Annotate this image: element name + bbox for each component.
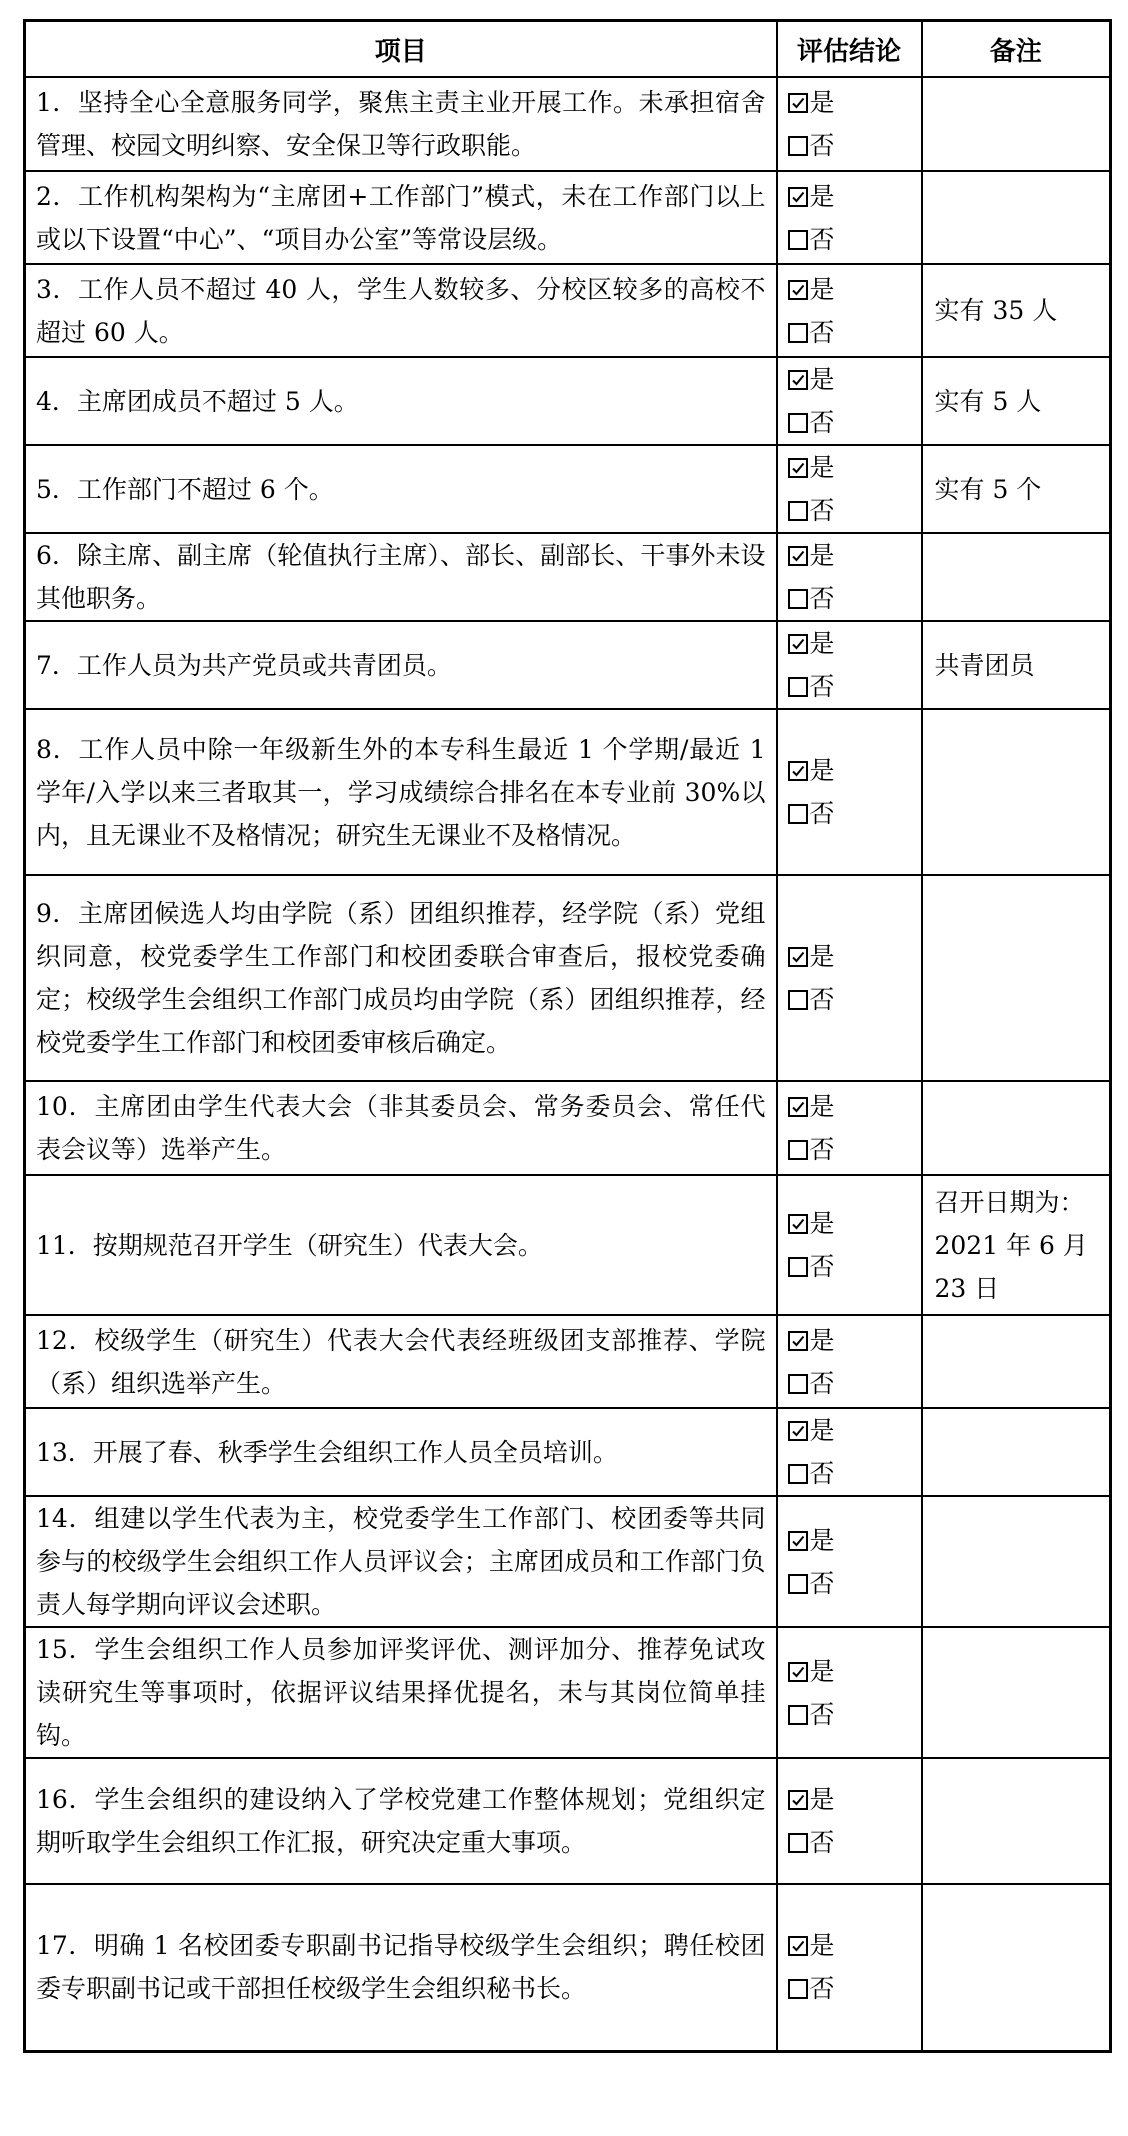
no-label: 否 — [809, 584, 835, 613]
no-label: 否 — [809, 1459, 835, 1488]
checked-box-icon[interactable] — [788, 458, 808, 478]
conclusion-cell — [777, 533, 922, 621]
no-option — [788, 218, 921, 261]
checked-box-icon[interactable] — [788, 1936, 808, 1956]
empty-checkbox-icon[interactable] — [788, 136, 808, 156]
note-cell — [922, 1081, 1111, 1175]
checked-box-icon[interactable] — [788, 1662, 808, 1682]
note-cell — [922, 1496, 1111, 1627]
conclusion-cell — [777, 709, 922, 875]
no-label: 否 — [809, 1135, 835, 1164]
item-text: 5．工作部门不超过 6 个。 — [36, 474, 334, 504]
note-cell — [922, 875, 1111, 1081]
item-cell — [25, 1315, 777, 1408]
yes-label: 是 — [809, 181, 835, 211]
item-cell — [25, 445, 777, 533]
checked-box-icon[interactable] — [788, 634, 808, 654]
checked-box-icon[interactable] — [788, 761, 808, 781]
yes-option — [788, 749, 921, 792]
yes-label: 是 — [809, 1656, 835, 1686]
note-cell — [922, 1315, 1111, 1408]
table-row — [25, 264, 1111, 357]
note-cell — [922, 533, 1111, 621]
conclusion-cell — [777, 77, 922, 171]
no-label: 否 — [809, 1699, 835, 1729]
yes-option — [788, 1202, 921, 1245]
checked-box-icon[interactable] — [788, 546, 808, 566]
yes-option — [788, 81, 921, 124]
item-text: 14．组建以学生代表为主，校党委学生工作部门、校团委等共同参与的校级学生会组织工作人员评议会；主席团成员和工作部门负责人每学期向评议会述职。 — [36, 1504, 766, 1619]
yes-option — [788, 446, 921, 489]
note-cell: 实有 5 人 — [922, 357, 1111, 445]
item-text: 4．主席团成员不超过 5 人。 — [36, 386, 359, 416]
empty-checkbox-icon[interactable] — [788, 1257, 808, 1277]
empty-checkbox-icon[interactable] — [788, 990, 808, 1010]
yes-label: 是 — [809, 1785, 835, 1814]
checked-box-icon[interactable] — [788, 1214, 808, 1234]
item-cell — [25, 77, 777, 171]
no-label: 否 — [809, 131, 835, 160]
item-text: 9．主席团候选人均由学院（系）团组织推荐，经学院（系）党组织同意，校党委学生工作部门和校团委联合审查后，报校党委确定；校级学生会组织工作部门成员均由学院（系）团组织推荐，经校党委学生工作部门和校团委审核后确定。 — [36, 899, 766, 1057]
yes-label: 是 — [809, 756, 835, 785]
no-label: 否 — [809, 799, 835, 828]
checked-box-icon[interactable] — [788, 187, 808, 207]
conclusion-cell — [777, 1627, 922, 1758]
item-text: 16．学生会组织的建设纳入了学校党建工作整体规划；党组织定期听取学生会组织工作汇报，研究决定重大事项。 — [36, 1785, 766, 1857]
item-cell — [25, 709, 777, 875]
item-cell — [25, 1496, 777, 1627]
note-cell — [922, 77, 1111, 171]
empty-checkbox-icon[interactable] — [788, 1140, 808, 1160]
yes-label: 是 — [809, 629, 835, 658]
empty-checkbox-icon[interactable] — [788, 1705, 808, 1725]
conclusion-cell — [777, 357, 922, 445]
item-cell — [25, 875, 777, 1081]
no-label: 否 — [809, 317, 835, 347]
no-option — [788, 1562, 921, 1605]
no-option — [788, 665, 921, 708]
header-conclusion: 评估结论 — [777, 21, 922, 78]
no-label: 否 — [809, 1828, 835, 1857]
no-option — [788, 1362, 921, 1405]
no-option — [788, 124, 921, 167]
conclusion-cell — [777, 621, 922, 709]
item-text: 1．坚持全心全意服务同学，聚焦主责主业开展工作。未承担宿舍管理、校园文明纠察、安全保卫等行政职能。 — [36, 88, 766, 160]
yes-option — [788, 1409, 921, 1452]
no-label: 否 — [809, 1368, 835, 1398]
note-cell: 召开日期为：2021 年 6 月 23 日 — [922, 1175, 1111, 1315]
header-item: 项目 — [25, 21, 777, 78]
table-row — [25, 621, 1111, 709]
yes-label: 是 — [809, 274, 835, 304]
yes-option — [788, 1319, 921, 1362]
item-cell — [25, 1758, 777, 1884]
conclusion-cell — [777, 875, 922, 1081]
no-option — [788, 1128, 921, 1171]
table-row — [25, 1496, 1111, 1627]
table-row — [25, 1758, 1111, 1884]
yes-label: 是 — [809, 365, 835, 394]
yes-option — [788, 935, 921, 978]
no-option — [788, 1693, 921, 1736]
empty-checkbox-icon[interactable] — [788, 589, 808, 609]
no-option — [788, 489, 921, 532]
no-label: 否 — [809, 1252, 835, 1281]
checked-box-icon[interactable] — [788, 947, 808, 967]
table-row — [25, 1175, 1111, 1315]
conclusion-cell — [777, 1758, 922, 1884]
yes-option — [788, 175, 921, 218]
item-text: 8．工作人员中除一年级新生外的本专科生最近 1 个学期/最近 1 学年/入学以来三者取其一，学习成绩综合排名在本专业前 30%以内，且无课业不及格情况；研究生无课业不及格情况。 — [36, 734, 766, 850]
no-label: 否 — [809, 224, 835, 254]
no-label: 否 — [809, 408, 835, 437]
item-cell — [25, 1081, 777, 1175]
item-cell — [25, 171, 777, 264]
note-cell — [922, 709, 1111, 875]
conclusion-cell — [777, 1408, 922, 1496]
conclusion-cell — [777, 1175, 922, 1315]
empty-checkbox-icon[interactable] — [788, 230, 808, 250]
note-cell — [922, 1758, 1111, 1884]
item-text: 2．工作机构架构为“主席团+工作部门”模式，未在工作部门以上或以下设置“中心”、“项目办公室”等常设层级。 — [36, 181, 766, 254]
yes-label: 是 — [809, 942, 835, 971]
table-row — [25, 1081, 1111, 1175]
no-option — [788, 311, 921, 354]
checked-box-icon[interactable] — [788, 280, 808, 300]
checked-box-icon[interactable] — [788, 1531, 808, 1551]
note-cell — [922, 171, 1111, 264]
note-cell — [922, 1408, 1111, 1496]
yes-label: 是 — [809, 1416, 835, 1445]
checked-box-icon[interactable] — [788, 370, 808, 390]
yes-option — [788, 1924, 921, 1967]
table-row — [25, 1408, 1111, 1496]
item-text: 13．开展了春、秋季学生会组织工作人员全员培训。 — [36, 1437, 618, 1467]
yes-option — [788, 1650, 921, 1693]
item-text: 10．主席团由学生代表大会（非其委员会、常务委员会、常任代表会议等）选举产生。 — [36, 1092, 766, 1164]
item-cell — [25, 1627, 777, 1758]
table-row — [25, 875, 1111, 1081]
yes-label: 是 — [809, 541, 835, 570]
no-label: 否 — [809, 1974, 835, 2004]
yes-label: 是 — [809, 1525, 835, 1555]
header-note: 备注 — [922, 21, 1111, 78]
table-row — [25, 357, 1111, 445]
note-cell — [922, 1884, 1111, 2051]
yes-option — [788, 268, 921, 311]
yes-label: 是 — [809, 1092, 835, 1121]
table-row — [25, 1884, 1111, 2051]
empty-checkbox-icon[interactable] — [788, 1833, 808, 1853]
yes-label: 是 — [809, 88, 835, 117]
item-cell — [25, 264, 777, 357]
checked-box-icon[interactable] — [788, 1421, 808, 1441]
item-text: 7．工作人员为共产党员或共青团员。 — [36, 650, 452, 680]
checked-box-icon[interactable] — [788, 1331, 808, 1351]
empty-checkbox-icon[interactable] — [788, 1979, 808, 1999]
no-label: 否 — [809, 672, 835, 701]
conclusion-cell — [777, 171, 922, 264]
item-text: 15．学生会组织工作人员参加评奖评优、测评加分、推荐免试攻读研究生等事项时，依据评议结果择优提名，未与其岗位简单挂钩。 — [36, 1635, 766, 1750]
table-row — [25, 77, 1111, 171]
item-cell — [25, 1408, 777, 1496]
item-text: 12．校级学生（研究生）代表大会代表经班级团支部推荐、学院（系）组织选举产生。 — [36, 1325, 766, 1398]
yes-label: 是 — [809, 1209, 835, 1238]
conclusion-cell — [777, 1315, 922, 1408]
no-option — [788, 1452, 921, 1495]
table-row — [25, 445, 1111, 533]
header-row — [25, 21, 1111, 78]
item-text: 3．工作人员不超过 40 人，学生人数较多、分校区较多的高校不超过 60 人。 — [36, 274, 766, 347]
item-cell — [25, 357, 777, 445]
item-text: 17．明确 1 名校团委专职副书记指导校级学生会组织；聘任校团委专职副书记或干部担任校级学生会组织秘书长。 — [36, 1931, 766, 2004]
yes-option — [788, 534, 921, 577]
item-cell — [25, 621, 777, 709]
no-option — [788, 978, 921, 1021]
yes-option — [788, 358, 921, 401]
no-option — [788, 1821, 921, 1864]
empty-checkbox-icon[interactable] — [788, 677, 808, 697]
note-cell — [922, 1627, 1111, 1758]
yes-label: 是 — [809, 1931, 835, 1961]
no-option — [788, 792, 921, 835]
note-cell: 共青团员 — [922, 621, 1111, 709]
conclusion-cell — [777, 445, 922, 533]
no-label: 否 — [809, 985, 835, 1014]
no-option — [788, 577, 921, 620]
table-row — [25, 171, 1111, 264]
checked-box-icon[interactable] — [788, 1790, 808, 1810]
empty-checkbox-icon[interactable] — [788, 501, 808, 521]
item-cell — [25, 1175, 777, 1315]
table-row — [25, 1315, 1111, 1408]
empty-checkbox-icon[interactable] — [788, 1574, 808, 1594]
item-cell — [25, 1884, 777, 2051]
no-label: 否 — [809, 496, 835, 525]
yes-option — [788, 1085, 921, 1128]
no-option — [788, 401, 921, 444]
no-option — [788, 1967, 921, 2010]
empty-checkbox-icon[interactable] — [788, 413, 808, 433]
note-cell: 实有 5 个 — [922, 445, 1111, 533]
conclusion-cell — [777, 1081, 922, 1175]
conclusion-cell — [777, 264, 922, 357]
yes-option — [788, 1778, 921, 1821]
empty-checkbox-icon[interactable] — [788, 1464, 808, 1484]
yes-label: 是 — [809, 453, 835, 482]
yes-label: 是 — [809, 1325, 835, 1355]
table-row — [25, 709, 1111, 875]
item-cell — [25, 533, 777, 621]
table-row — [25, 533, 1111, 621]
empty-checkbox-icon[interactable] — [788, 1374, 808, 1394]
item-text: 6．除主席、副主席（轮值执行主席）、部长、副部长、干事外未设其他职务。 — [36, 541, 766, 613]
conclusion-cell — [777, 1884, 922, 2051]
assessment-table — [23, 19, 1112, 2053]
item-text: 11．按期规范召开学生（研究生）代表大会。 — [36, 1230, 543, 1260]
empty-checkbox-icon[interactable] — [788, 323, 808, 343]
conclusion-cell — [777, 1496, 922, 1627]
note-cell: 实有 35 人 — [922, 264, 1111, 357]
no-option — [788, 1245, 921, 1288]
yes-option — [788, 1519, 921, 1562]
checked-box-icon[interactable] — [788, 93, 808, 113]
no-label: 否 — [809, 1568, 835, 1598]
empty-checkbox-icon[interactable] — [788, 804, 808, 824]
yes-option — [788, 622, 921, 665]
table-row — [25, 1627, 1111, 1758]
checked-box-icon[interactable] — [788, 1097, 808, 1117]
